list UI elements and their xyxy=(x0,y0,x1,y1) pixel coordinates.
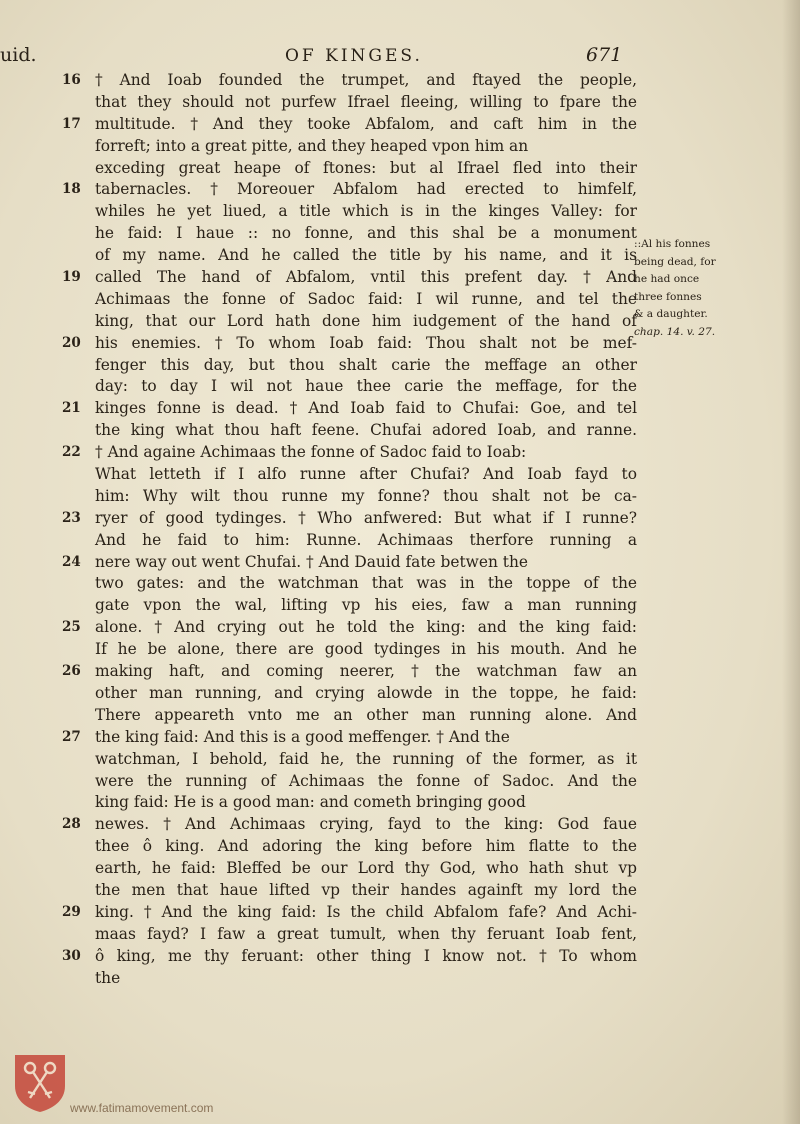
text-line xyxy=(62,333,637,355)
line-text: † And Ioab founded the trumpet, and ftayed the people, xyxy=(95,71,637,89)
line-text: the men that haue lifted vp their handes againft my lord the xyxy=(95,880,637,899)
verse-number: 26 xyxy=(62,663,81,680)
text-line xyxy=(62,376,637,398)
line-text: ryer of good tydinges. † Who anfwered: But what if I runne? xyxy=(95,508,637,527)
verse-number: 28 xyxy=(62,816,81,833)
line-text: gate vpon the wal, lifting vp his eies, faw a man running xyxy=(95,596,637,615)
line-text: his enemies. † To whom Ioab faid: Thou shalt not be mef- xyxy=(95,333,637,352)
text-line xyxy=(62,530,637,552)
verse-number: 27 xyxy=(62,728,81,745)
text-line xyxy=(62,179,637,201)
line-text: forreft; into a great pitte, and they heaped vpon him an xyxy=(95,136,529,155)
line-text: earth, he faid: Bleffed be our Lord thy God, who hath shut vp xyxy=(95,859,637,878)
text-line xyxy=(62,245,637,267)
text-line xyxy=(62,683,637,705)
text-line xyxy=(62,792,637,814)
page-header xyxy=(0,44,800,70)
margin-note-line: three fonnes xyxy=(634,290,702,303)
text-line xyxy=(62,661,637,683)
margin-note-line: he had once xyxy=(634,273,700,286)
text-line xyxy=(62,136,637,158)
line-text: newes. † And Achimaas crying, fayd to the king: God faue xyxy=(95,815,637,834)
verse-number: 21 xyxy=(62,400,81,417)
text-line xyxy=(62,70,637,92)
verse-number: 16 xyxy=(62,72,81,88)
text-line xyxy=(62,902,637,924)
line-text: him: Why wilt thou runne my fonne? thou shalt not be ca- xyxy=(95,486,637,505)
verse-number: 20 xyxy=(62,334,81,351)
line-text: multitude. † And they tooke Abfalom, and caft him in the xyxy=(95,114,637,133)
line-text: alone. † And crying out he told the king: and the king faid: xyxy=(95,618,637,637)
page-number: 671 xyxy=(586,44,623,66)
line-text: other man running, and crying alowde in the toppe, he faid: xyxy=(95,683,637,702)
line-text: king. † And the king faid: Is the child Abfalom fafe? And Achi- xyxy=(95,902,637,921)
margin-note-line: & a daughter. xyxy=(634,308,708,321)
line-text: nere way out went Chufai. † And Dauid fate betwen the xyxy=(95,552,528,571)
line-text: day: to day I wil not haue thee carie the meffage, for the xyxy=(95,377,637,396)
main-text-column xyxy=(62,70,637,989)
text-line xyxy=(62,617,637,639)
margin-note-line: ::Al his fonnes xyxy=(634,238,711,250)
footer-url[interactable]: www.fatimamovement.com xyxy=(70,1101,214,1115)
text-line xyxy=(62,705,637,727)
line-text: were the running of Achimaas the fonne of Sadoc. And the xyxy=(95,771,637,790)
running-head-left: uid. xyxy=(0,44,37,66)
margin-note-line: chap. 14. v. 27. xyxy=(634,325,716,338)
gutter-shadow xyxy=(782,0,800,1124)
line-text: the xyxy=(95,968,121,987)
verse-number: 17 xyxy=(62,115,81,132)
text-line xyxy=(62,814,637,836)
margin-notes xyxy=(634,236,774,342)
text-line xyxy=(62,398,637,420)
line-text: exceding great heape of ftones: but al Ifrael fled into their xyxy=(95,158,637,177)
text-line xyxy=(62,749,637,771)
line-text: There appeareth vnto me an other man running alone. And xyxy=(95,705,637,724)
text-line xyxy=(62,289,637,311)
line-text: of my name. And he called the title by his name, and it is xyxy=(95,246,637,265)
text-line xyxy=(62,968,637,990)
text-line xyxy=(62,858,637,880)
line-text: thee ô king. And adoring the king before him flatte to the xyxy=(95,837,637,856)
line-text: † And againe Achimaas the fonne of Sadoc faid to Ioab: xyxy=(95,443,527,462)
line-text: he faid: I haue :: no fonne, and this shal be a monument xyxy=(95,224,637,243)
text-line xyxy=(62,508,637,530)
papal-keys-emblem xyxy=(12,1052,68,1114)
text-line xyxy=(62,552,637,574)
line-text: whiles he yet liued, a title which is in the kinges Valley: for xyxy=(95,202,637,221)
line-text: And he faid to him: Runne. Achimaas therfore running a xyxy=(95,530,637,549)
text-line xyxy=(62,946,637,968)
text-line xyxy=(62,595,637,617)
text-line xyxy=(62,201,637,223)
margin-note-line: being dead, for xyxy=(634,255,716,268)
text-line xyxy=(62,267,637,289)
line-text: watchman, I behold, faid he, the running of the former, as it xyxy=(95,749,637,768)
text-line xyxy=(62,573,637,595)
text-line xyxy=(62,92,637,114)
text-line xyxy=(62,836,637,858)
text-line xyxy=(62,880,637,902)
verse-number: 19 xyxy=(62,269,81,286)
line-text: If he be alone, there are good tydinges in his mouth. And he xyxy=(95,640,637,659)
verse-number: 22 xyxy=(62,444,81,461)
text-line xyxy=(62,223,637,245)
verse-number: 23 xyxy=(62,509,81,526)
line-text: that they should not purfew Ifrael fleeing, willing to fpare the xyxy=(95,92,637,111)
line-text: making haft, and coming neerer, † the watchman faw an xyxy=(95,662,637,681)
verse-number: 25 xyxy=(62,619,81,636)
line-text: kinges fonne is dead. † And Ioab faid to Chufai: Goe, and tel xyxy=(95,399,637,418)
verse-number: 18 xyxy=(62,181,81,198)
text-line xyxy=(62,355,637,377)
line-text: king faid: He is a good man: and cometh bringing good xyxy=(95,793,526,812)
text-line xyxy=(62,924,637,946)
line-text: king, that our Lord hath done him iudgement of the hand of xyxy=(95,311,637,330)
line-text: tabernacles. † Moreouer Abfalom had erected to himfelf, xyxy=(95,180,637,199)
text-line xyxy=(62,486,637,508)
line-text: Achimaas the fonne of Sadoc faid: I wil runne, and tel the xyxy=(95,289,637,308)
line-text: the king faid: And this is a good meffenger. † And the xyxy=(95,727,510,746)
line-text: fenger this day, but thou shalt carie the meffage an other xyxy=(95,355,637,374)
text-line xyxy=(62,114,637,136)
text-line xyxy=(62,311,637,333)
text-line xyxy=(62,420,637,442)
line-text: two gates: and the watchman that was in the toppe of the xyxy=(95,574,637,593)
line-text: called The hand of Abfalom, vntil this prefent day. † And xyxy=(95,268,637,287)
verse-number: 30 xyxy=(62,947,81,964)
text-line xyxy=(62,464,637,486)
text-line xyxy=(62,771,637,793)
verse-number: 29 xyxy=(62,903,81,920)
line-text: the king what thou haft feene. Chufai adored Ioab, and ranne. xyxy=(95,421,637,440)
text-line xyxy=(62,727,637,749)
running-title: OF KINGES. xyxy=(285,46,423,66)
line-text: ô king, me thy feruant: other thing I know not. † To whom xyxy=(95,946,637,965)
line-text: What letteth if I alfo runne after Chufai? And Ioab fayd to xyxy=(95,465,637,484)
text-line xyxy=(62,158,637,180)
line-text: maas fayd? I faw a great tumult, when thy feruant Ioab fent, xyxy=(95,924,637,943)
text-line xyxy=(62,639,637,661)
verse-number: 24 xyxy=(62,553,81,570)
text-line xyxy=(62,442,637,464)
